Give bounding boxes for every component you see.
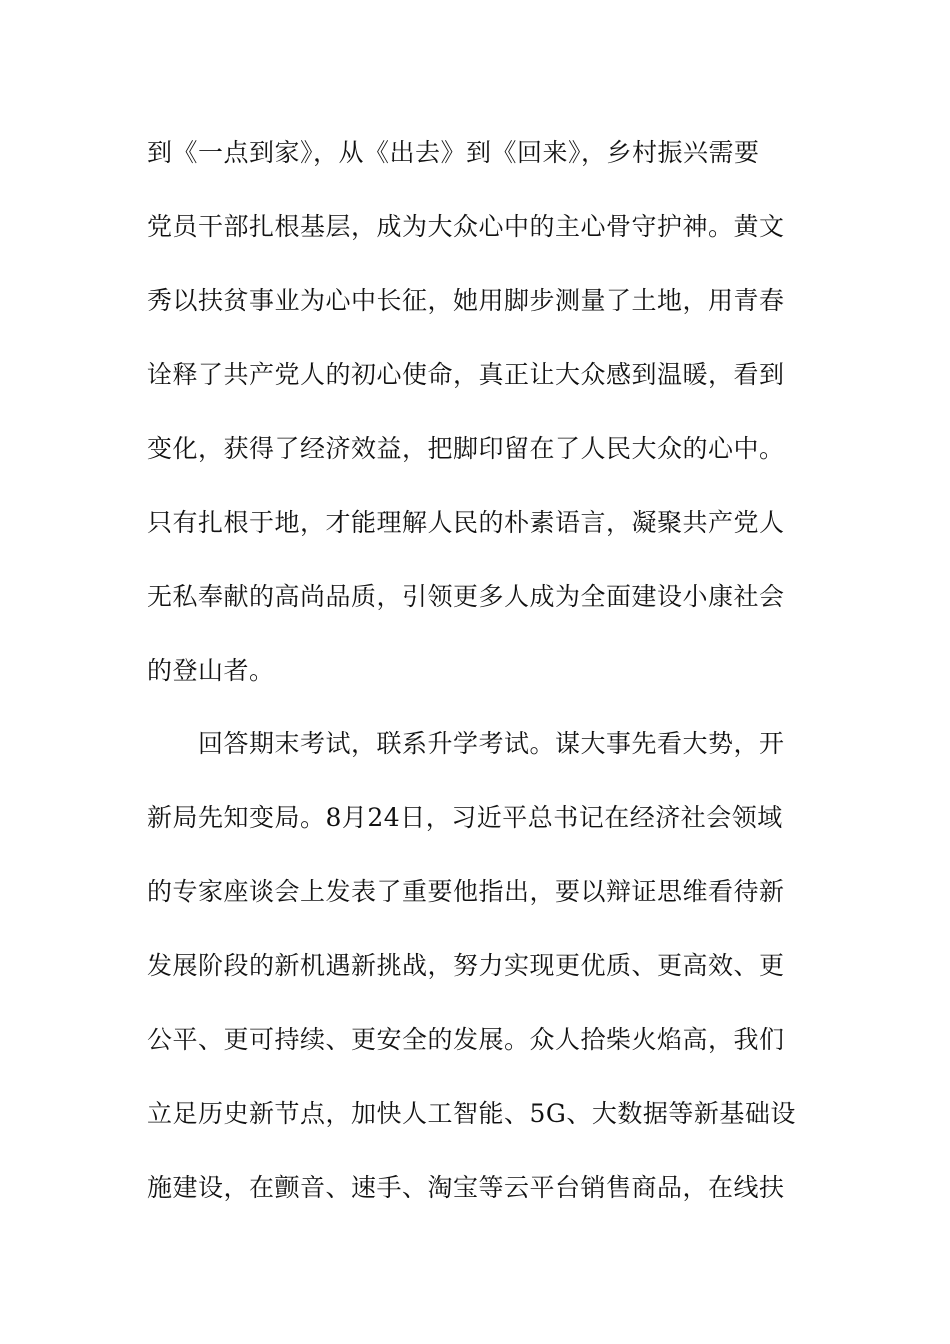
text-line: 变化，获得了经济效益，把脚印留在了人民大众的心中。 [147, 434, 785, 463]
text-line: 秀以扶贫事业为心中长征，她用脚步测量了土地，用青春 [147, 286, 785, 315]
text-line: 回答期末考试，联系升学考试。谋大事先看大势，开 [147, 729, 785, 758]
text-line: 的专家座谈会上发表了重要他指出，要以辩证思维看待新 [147, 877, 785, 906]
text-line: 到《一点到家》，从《出去》到《回来》，乡村振兴需要 [147, 138, 760, 167]
paragraph-2 [147, 707, 807, 1225]
text-line: 施建设，在颤音、速手、淘宝等云平台销售商品，在线扶 [147, 1173, 785, 1202]
text-line: 诠释了共产党人的初心使命，真正让大众感到温暖，看到 [147, 360, 785, 389]
text-line: 无私奉献的高尚品质，引领更多人成为全面建设小康社会 [147, 582, 785, 611]
text-line: 只有扎根于地，才能理解人民的朴素语言，凝聚共产党人 [147, 508, 785, 537]
text-line: 发展阶段的新机遇新挑战，努力实现更优质、更高效、更 [147, 951, 785, 980]
text-line: 新局先知变局。8月24日，习近平总书记在经济社会领域 [147, 803, 783, 832]
text-line: 的登山者。 [147, 656, 275, 685]
text-line: 公平、更可持续、更安全的发展。众人拾柴火焰高，我们 [147, 1025, 785, 1054]
text-line: 立足历史新节点，加快人工智能、5G、大数据等新基础设 [147, 1099, 796, 1128]
paragraph-1 [147, 116, 807, 708]
text-line: 党员干部扎根基层，成为大众心中的主心骨守护神。黄文 [147, 212, 785, 241]
